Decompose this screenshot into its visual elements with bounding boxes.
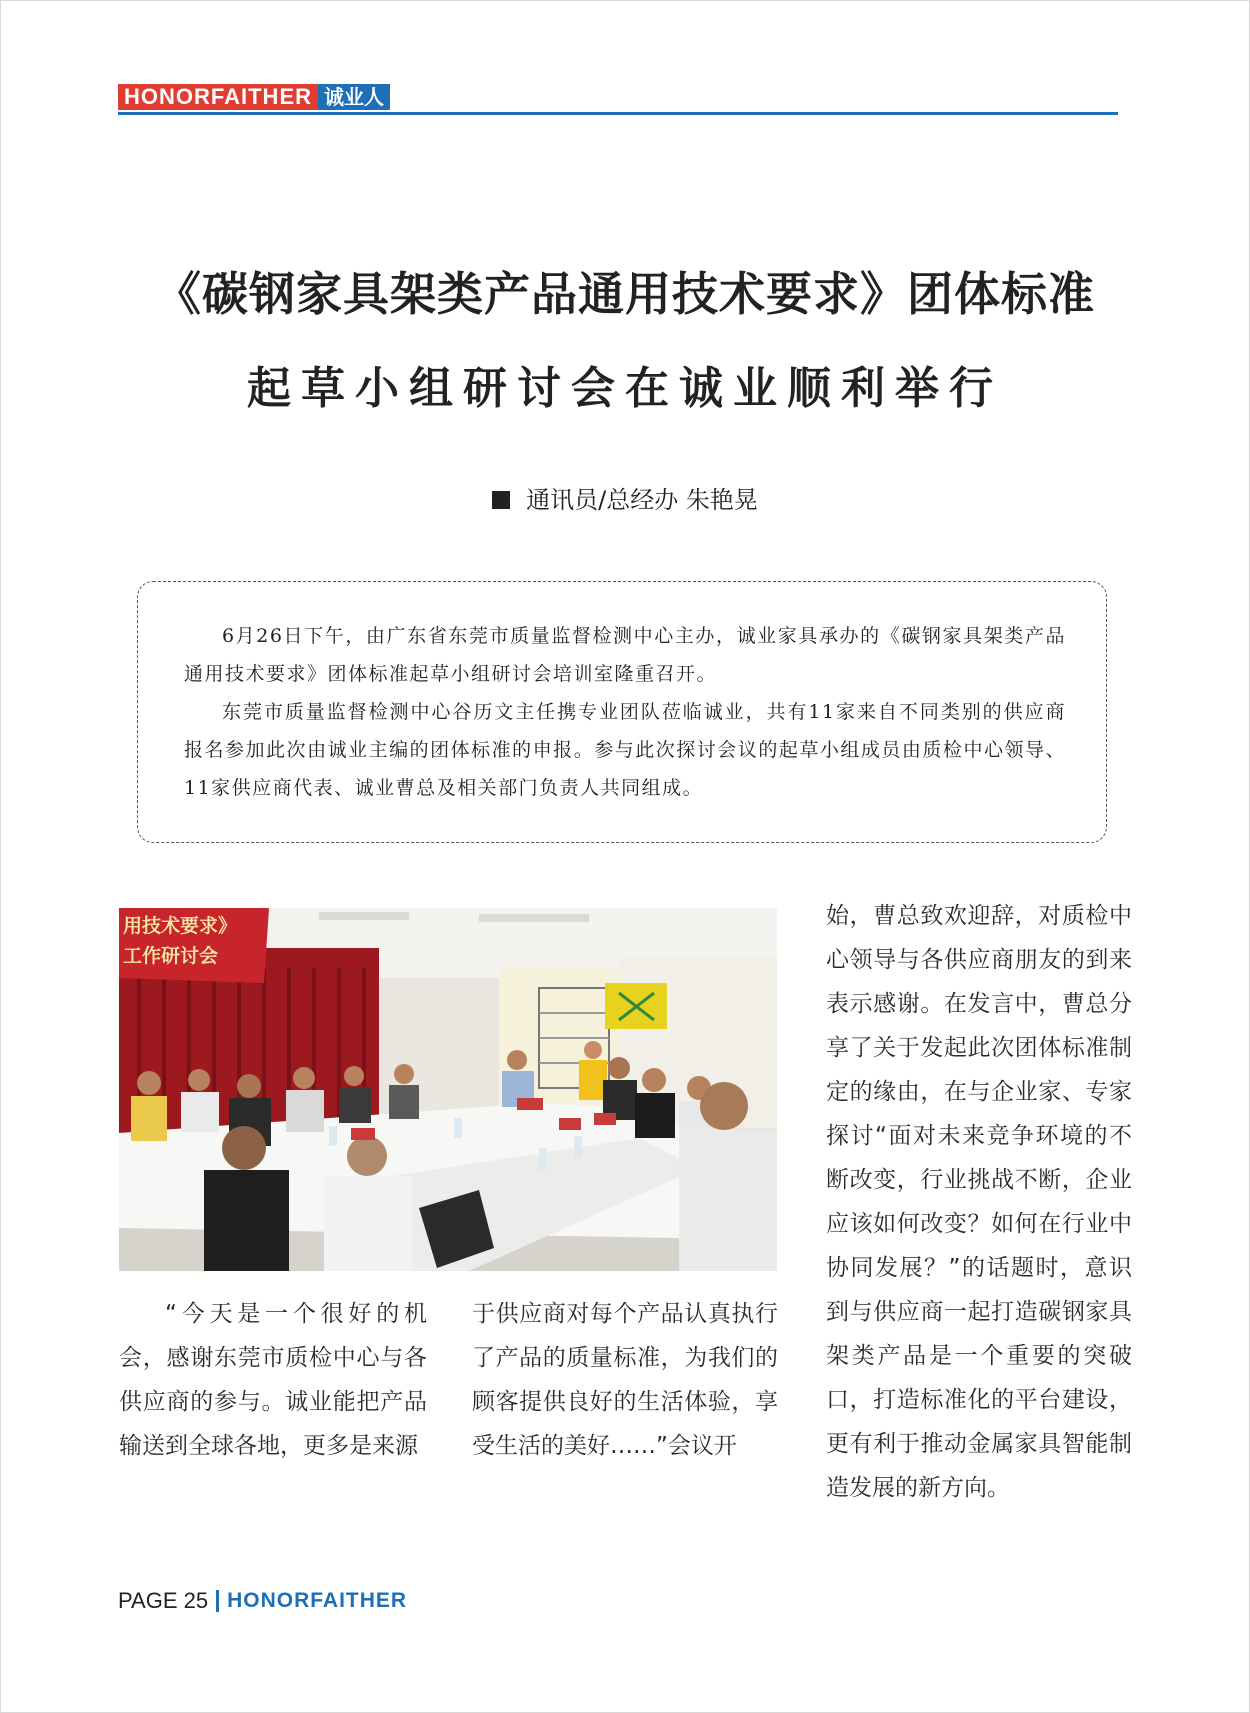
article-title: 《碳钢家具架类产品通用技术要求》团体标准 <box>155 267 1095 321</box>
masthead-brand-en: HONORFAITHER <box>118 84 318 110</box>
intro-box <box>137 581 1107 843</box>
page-footer <box>118 1588 407 1614</box>
body-column-1 <box>119 1292 427 1468</box>
byline-text: 通讯员/总经办 朱艳晃 <box>526 486 758 514</box>
meeting-photo <box>119 908 777 1271</box>
page-number: PAGE 25 <box>118 1588 209 1613</box>
photo-banner-text: 用技术要求》 <box>123 915 238 937</box>
body-column-3 <box>826 894 1132 1510</box>
masthead-rule <box>118 112 1118 115</box>
footer-brand: HONORFAITHER <box>227 1589 408 1612</box>
photo-banner-text: 工作研讨会 <box>123 945 219 967</box>
body-paragraph: “今天是一个很好的机会，感谢东莞市质检中心与各供应商的参与。诚业能把产品输送到全球各地，更多是来源 <box>119 1301 427 1459</box>
body-column-2 <box>472 1292 778 1468</box>
intro-paragraph: 东莞市质量监督检测中心谷历文主任携专业团队莅临诚业，共有11家来自不同类别的供应商报名参加此次由诚业主编的团体标准的申报。参与此次探讨会议的起草小组成员由质检中心领导、11家供应商代表、诚业曹总及相关部门负责人共同组成。 <box>184 701 1066 799</box>
byline-square-icon <box>492 491 510 509</box>
meeting-photo-illustration <box>119 908 777 1271</box>
byline <box>0 480 1250 515</box>
article-subtitle: 起草小组研讨会在诚业顺利举行 <box>247 363 1003 414</box>
body-paragraph: 始，曹总致欢迎辞，对质检中心领导与各供应商朋友的到来表示感谢。在发言中，曹总分享了关于发起此次团体标准制定的缘由，在与企业家、专家探讨“面对未来竞争环境的不断改变，行业挑战不断，企业应该如何改变？如何在行业中协同发展？”的话题时，意识到与供应商一起打造碳钢家具架类产品是一个重要的突破口，打造标准化的平台建设，更有利于推动金属家具智能制造发展的新方向。 <box>826 903 1132 1501</box>
body-paragraph: 于供应商对每个产品认真执行了产品的质量标准，为我们的顾客提供良好的生活体验，享受生活的美好……”会议开 <box>472 1301 778 1459</box>
masthead <box>118 84 390 110</box>
intro-paragraph: 6月26日下午，由广东省东莞市质量监督检测中心主办，诚业家具承办的《碳钢家具架类产品通用技术要求》团体标准起草小组研讨会培训室隆重召开。 <box>184 625 1066 685</box>
footer-divider <box>216 1590 219 1612</box>
masthead-brand-cn: 诚业人 <box>318 84 390 110</box>
